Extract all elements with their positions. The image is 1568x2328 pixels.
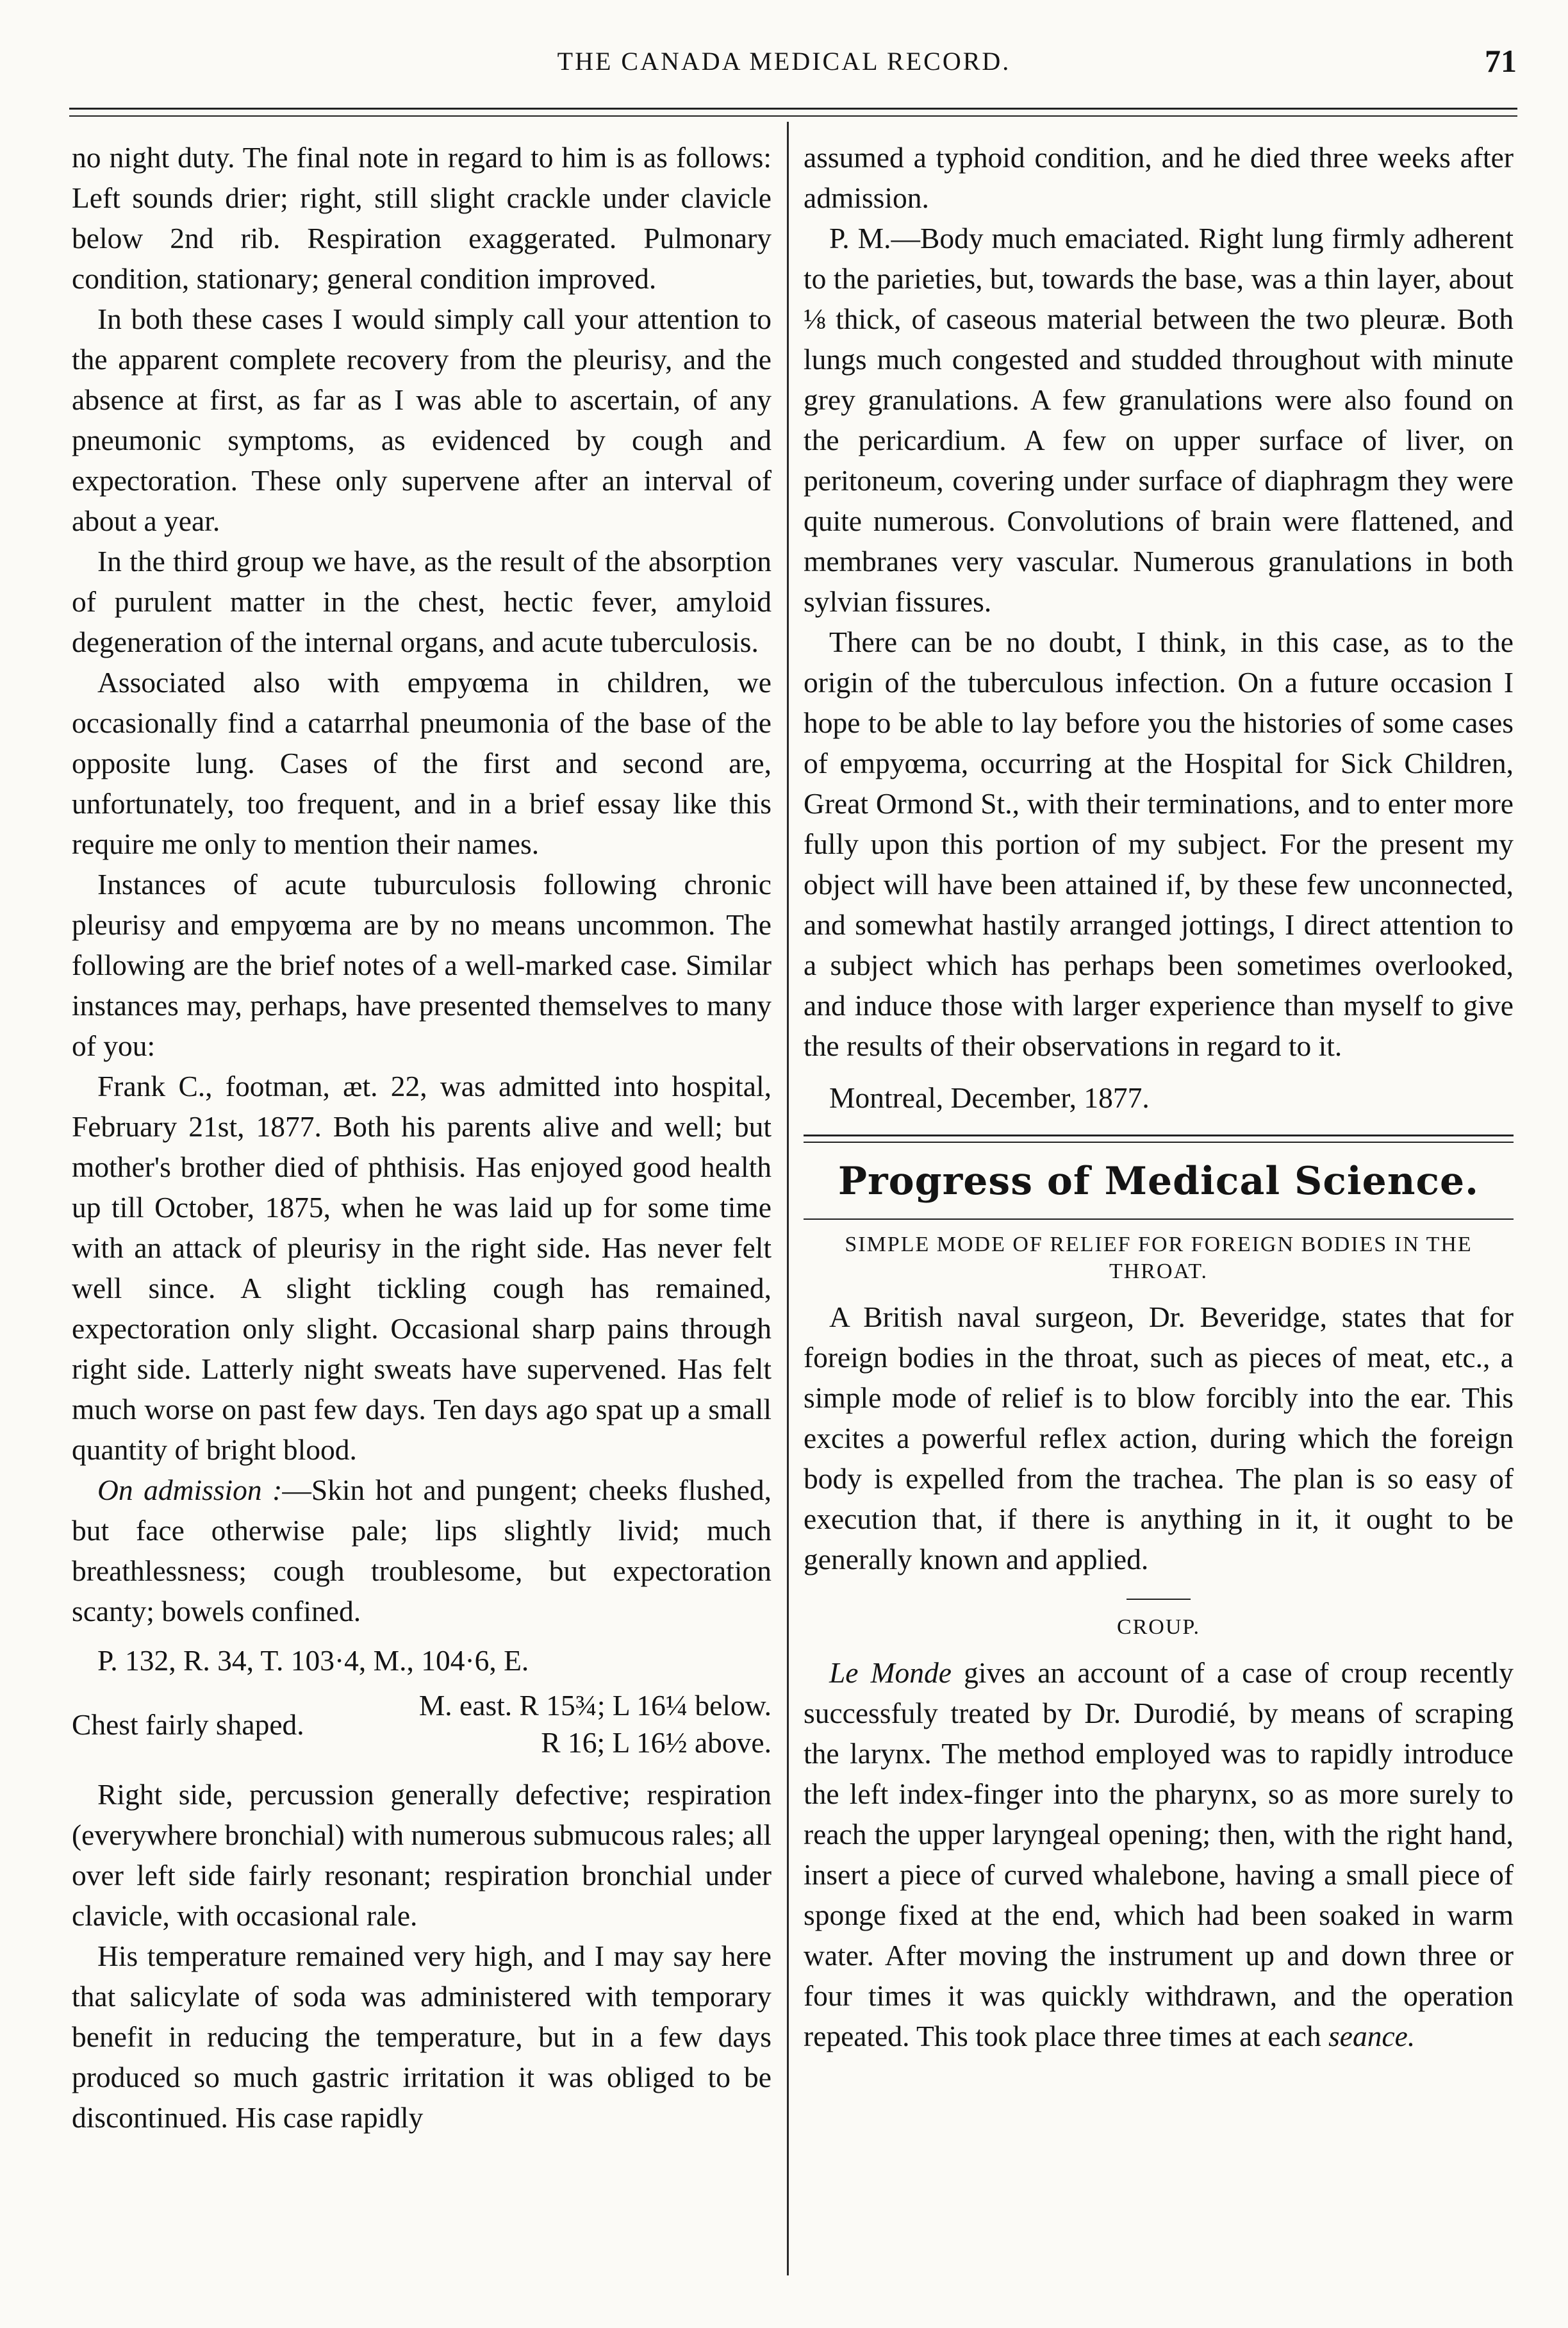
chest-values bbox=[341, 1687, 772, 1761]
admission-paragraph bbox=[72, 1470, 772, 1631]
article-heading: SIMPLE MODE OF RELIEF FOR FOREIGN BODIES IN THE THROAT. bbox=[845, 1233, 1473, 1283]
signature-line: Montreal, December, 1877. bbox=[829, 1081, 1150, 1114]
paragraph: Right side, percussion generally defective; respiration (everywhere bronchial) with numerous submucous rales; all over left side fairly resonant; respiration bronchial under clavicle, with occasional rale. bbox=[72, 1778, 772, 1932]
column-divider bbox=[787, 122, 789, 2275]
paragraph: no night duty. The final note in regard to him is as follows: Left sounds drier; right, still slight crackle under clavicle below 2nd rib. Respiration exaggerated. Pulmonary condition, stationary; general condition improved. bbox=[72, 141, 772, 295]
article-body: A British naval surgeon, Dr. Beveridge, states that for foreign bodies in the throat, such as pieces of meat, etc., a simple mode of relief is to blow forcibly into the ear. This excites a powerful reflex action, during which the foreign body is expelled from the trachea. The plan is so easy of execution that, if there is anything in it, it ought to be generally known and applied. bbox=[804, 1301, 1514, 1576]
paragraph: In both these cases I would simply call your attention to the apparent complete recovery from the pleurisy, and the absence at first, as far as I was able to ascertain, of any pneumonic symptoms, as evidenced by cough and expectoration. These only supervene after an interval of about a year. bbox=[72, 303, 772, 537]
paragraph: There can be no doubt, I think, in this case, as to the origin of the tuberculous infection. On a future occasion I hope to be able to lay before you the histories of some cases of empyœma, occurring at the Hospital for Sick Children, Great Ormond St., with their terminations, and to enter more fully upon this portion of my subject. For the present my object will have been attained if, by these few unconnected, and somewhat hastily arranged jottings, I direct attention to a subject which has perhaps been sometimes overlooked, and induce those with larger experience than myself to give the results of their observations in regard to it. bbox=[804, 626, 1514, 1062]
admission-text: —Skin hot and pungent; cheeks flushed, but face otherwise pale; lips slightly livid; much breathlessness; cough troublesome, but expectoration scanty; bowels confined. bbox=[72, 1474, 772, 1627]
admission-label: On admission : bbox=[97, 1474, 283, 1506]
paragraph: assumed a typhoid condition, and he died three weeks after admission. bbox=[804, 141, 1514, 214]
paragraph: Associated also with empyœma in children, we occasionally find a catarrhal pneumonia of the base of the opposite lung. Cases of the first and second are, unfortunately, too frequent, and in a brief essay like this require me only to mention their names. bbox=[72, 666, 772, 860]
chest-row-below: M. east. R 15¾; L 16¼ below. bbox=[418, 1689, 772, 1722]
article-heading: CROUP. bbox=[1116, 1615, 1201, 1639]
vitals-line: P. 132, R. 34, T. 103·4, M., 104·6, E. bbox=[97, 1644, 529, 1677]
chest-measurements bbox=[72, 1687, 772, 1761]
paragraph: Frank C., footman, æt. 22, was admitted into hospital, February 21st, 1877. Both his parents alive and well; but mother's brother died of phthisis. Has enjoyed good health up till October, 1875, when he was laid up for some time with an attack of pleurisy in the right side. Has never felt well since. A slight tickling cough has remained, expectoration only slight. Occasional sharp pains through right side. Latterly night sweats have supervened. Has felt much worse on past few days. Ten days ago spat up a small quantity of bright blood. bbox=[72, 1070, 772, 1466]
section-title: Progress of Medical Science. bbox=[838, 1159, 1480, 1204]
page-number: 71 bbox=[1485, 43, 1517, 79]
paragraph: P. M.—Body much emaciated. Right lung firmly adherent to the parieties, but, towards the base, was a thin layer, about ⅛ thick, of caseous material between the two pleuræ. Both lungs much congested and studded throughout with minute grey granulations. A few granulations were also found on the pericardium. A few on upper surface of liver, on peritoneum, covering under surface of diaphragm they were quite numerous. Convolutions of brain were flattened, and membranes very vascular. Numerous granulations in both sylvian fissures. bbox=[804, 222, 1514, 618]
chest-label: Chest fairly shaped. bbox=[72, 1708, 304, 1741]
article-text: gives an account of a case of croup recently successfuly treated by Dr. Durodié, by means of scraping the larynx. The method employed was to rapidly introduce the left index-finger into the pharynx, so as more surely to reach the upper laryngeal opening; then, with the right hand, insert a piece of curved whalebone, having a small piece of sponge fixed at the end, which had been soaked in warm water. After moving the instrument up and down three or four times it was quickly withdrawn, and the operation repeated. This took place three times at each bbox=[804, 1656, 1514, 2052]
right-column bbox=[804, 137, 1514, 2056]
section-rule bbox=[804, 1135, 1514, 1143]
paragraph: His temperature remained very high, and I may say here that salicylate of soda was administered with temporary benefit in reducing the temperature, but in a few days produced so much gastric irritation it was obliged to be discontinued. His case rapidly bbox=[72, 1940, 772, 2134]
article-tail-italic: seance. bbox=[1328, 2020, 1415, 2052]
left-column bbox=[72, 137, 772, 2138]
section-divider bbox=[804, 1218, 1514, 1220]
article-body bbox=[804, 1652, 1514, 2056]
header-double-rule bbox=[69, 108, 1517, 117]
paragraph: Instances of acute tuburculosis following chronic pleurisy and empyœma are by no means uncommon. The following are the brief notes of a well-marked case. Similar instances may, perhaps, have presented themselves to many of you: bbox=[72, 868, 772, 1062]
chest-row-above: R 16; L 16½ above. bbox=[541, 1726, 772, 1759]
journal-title: THE CANADA MEDICAL RECORD. bbox=[557, 47, 1011, 76]
article-lead-italic: Le Monde bbox=[829, 1656, 952, 1689]
running-header bbox=[0, 43, 1568, 85]
paragraph: In the third group we have, as the result of the absorption of purulent matter in the chest, hectic fever, amyloid degeneration of the internal organs, and acute tuberculosis. bbox=[72, 545, 772, 658]
short-divider bbox=[1126, 1599, 1191, 1600]
